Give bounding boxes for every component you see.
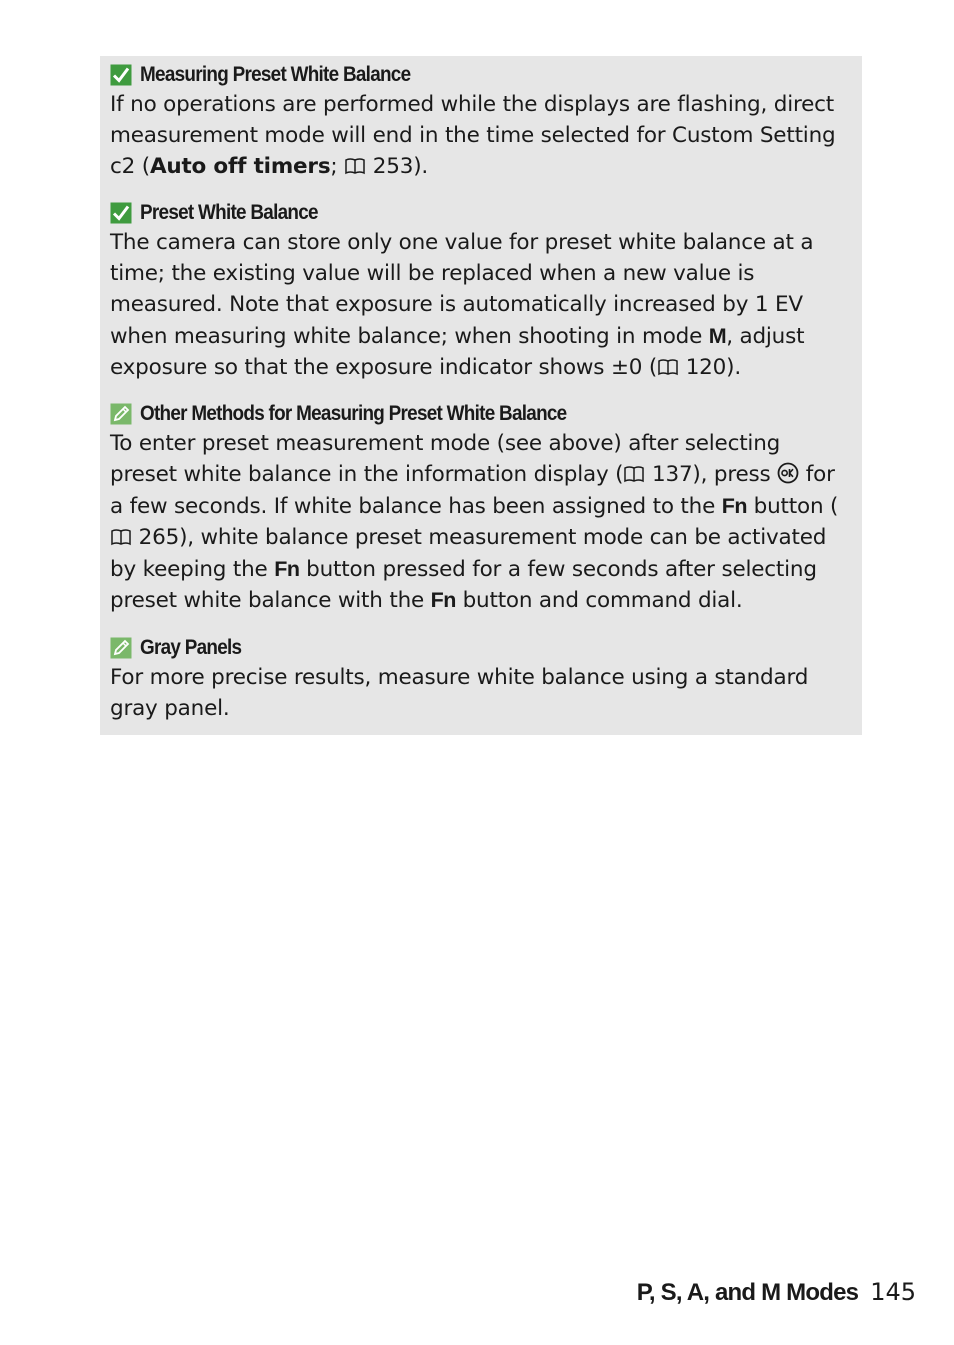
- body-text: ), white balance preset measurement mode can be activated by keeping the: [110, 524, 827, 582]
- fn-button-label: Fn: [721, 493, 748, 518]
- check-icon: [110, 64, 132, 86]
- note-gray-panels: [110, 633, 852, 725]
- book-icon: [623, 465, 645, 483]
- note-preset-white-balance: [110, 198, 852, 383]
- mode-label: M: [708, 323, 727, 348]
- body-text: ).: [726, 354, 741, 380]
- note-title: Gray Panels: [140, 636, 242, 660]
- setting-name: Auto off timers: [149, 153, 331, 179]
- note-body: [110, 228, 852, 383]
- page-reference[interactable]: 265: [138, 524, 180, 550]
- note-body: [110, 663, 852, 725]
- book-icon: [657, 358, 679, 376]
- notes-panel: [100, 56, 862, 735]
- page-footer: [637, 1278, 916, 1307]
- note-body: [110, 429, 852, 617]
- note-heading: [110, 633, 852, 663]
- note-other-methods: [110, 399, 852, 617]
- note-title: Measuring Preset White Balance: [140, 63, 411, 86]
- note-title: Preset White Balance: [140, 201, 318, 225]
- note-heading: [110, 399, 852, 429]
- body-text: The camera can store only one value for preset white balance at a time; the existing value will be replaced when a new value is measured. Note that exposure is automatically increased by 1 EV when measuring white balance; when shooting in mode: [110, 230, 814, 349]
- note-measuring-preset-white-balance: [110, 60, 852, 182]
- body-text: To enter preset measurement mode (see above) after selecting preset white balance in the information display (: [110, 431, 781, 488]
- page-reference[interactable]: 120: [685, 354, 727, 380]
- body-text: ;: [330, 153, 345, 179]
- check-icon: [110, 202, 132, 224]
- fn-button-label: Fn: [430, 588, 456, 613]
- body-text: button (: [747, 493, 839, 519]
- body-text: ).: [413, 153, 429, 179]
- pencil-icon: [110, 637, 132, 659]
- body-text: button pressed for a few seconds after selecting preset white balance with the: [110, 556, 817, 614]
- note-heading: [110, 198, 852, 228]
- book-icon: [110, 528, 132, 546]
- book-icon: [344, 157, 366, 175]
- body-text: ), press: [692, 462, 778, 488]
- body-text: If no operations are performed while the displays are flashing, direct measurement mode will end in the time selected for Custom Setting c2 (: [110, 92, 836, 179]
- body-text: for a few seconds. If white balance has been assigned to the: [110, 462, 835, 519]
- page-reference[interactable]: 253: [372, 153, 414, 179]
- note-body: [110, 90, 852, 182]
- body-text: , adjust exposure so that the exposure indicator shows ±0 (: [110, 323, 805, 380]
- note-heading: [110, 60, 852, 90]
- page-number: 145: [870, 1278, 916, 1306]
- section-title: P, S, A, and M Modes: [636, 1279, 859, 1306]
- body-text: For more precise results, measure white balance using a standard gray panel.: [110, 665, 809, 721]
- page-reference[interactable]: 137: [651, 462, 693, 488]
- body-text: button and command dial.: [455, 588, 743, 614]
- ok-button-icon: [777, 462, 799, 484]
- fn-button-label: Fn: [274, 556, 300, 581]
- pencil-icon: [110, 403, 132, 425]
- note-title: Other Methods for Measuring Preset White Balance: [140, 402, 567, 426]
